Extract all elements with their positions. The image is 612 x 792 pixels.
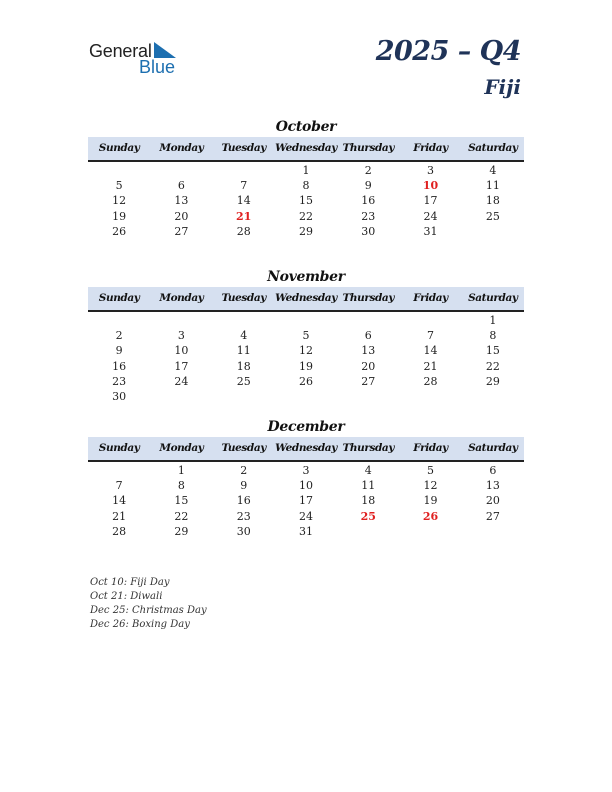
day-cell: 31: [423, 224, 438, 238]
day-cell: 27: [174, 224, 189, 238]
day-cell: 3: [427, 164, 435, 177]
holiday-item: Oct 10: Fiji Day: [90, 577, 170, 588]
day-cell: 11: [361, 479, 376, 493]
day-cell: 22: [485, 359, 500, 373]
weekday-label: Monday: [159, 292, 204, 304]
day-cell: 11: [236, 344, 251, 358]
weekday-label: Friday: [413, 142, 448, 154]
day-cell: 15: [174, 494, 189, 508]
day-cell: 1: [302, 164, 310, 177]
weekday-label: Tuesday: [221, 142, 266, 154]
empty-day-cell: [399, 313, 461, 328]
week-row: [88, 178, 524, 193]
empty-day-cell: [462, 224, 524, 239]
weekday-label: Saturday: [468, 142, 518, 154]
day-cell: 12: [423, 479, 438, 493]
month-name: November: [267, 269, 345, 285]
holiday-item: Oct 21: Diwali: [90, 591, 163, 602]
day-cell: 16: [361, 194, 376, 208]
day-cell: 1: [177, 464, 185, 477]
day-cell: 16: [236, 494, 251, 508]
week-row: [88, 163, 524, 178]
holiday-item: Dec 26: Boxing Day: [90, 619, 190, 630]
week-row: [88, 389, 524, 404]
day-cell: 26: [112, 224, 127, 238]
day-cell: 29: [174, 524, 189, 538]
weekday-label: Monday: [159, 442, 204, 454]
day-cell: 7: [115, 479, 123, 493]
week-row: [88, 493, 524, 508]
day-cell: 9: [115, 344, 123, 358]
empty-day-cell: [399, 389, 461, 404]
day-cell: 29: [298, 224, 313, 238]
weekday-label: Friday: [413, 442, 448, 454]
weekday-label: Sunday: [98, 142, 140, 154]
weekday-header-row: [88, 287, 524, 312]
weekday-header-row: [88, 437, 524, 462]
day-cell: 25: [485, 209, 500, 223]
day-cell: 10: [174, 344, 189, 358]
day-cell: 9: [364, 179, 372, 193]
week-row: [88, 374, 524, 389]
day-cell: 13: [361, 344, 376, 358]
day-cell: 9: [240, 479, 248, 493]
day-cell: 5: [115, 179, 123, 193]
month-calendar-october: [88, 117, 524, 239]
weekday-label: Sunday: [98, 442, 140, 454]
day-cell: 12: [298, 344, 313, 358]
empty-day-cell: [275, 389, 337, 404]
holiday-list: [90, 576, 207, 632]
empty-day-cell: [275, 313, 337, 328]
week-row: [88, 463, 524, 478]
day-cell: 2: [364, 164, 372, 177]
empty-day-cell: [150, 313, 212, 328]
empty-day-cell: [399, 524, 461, 539]
week-row: [88, 524, 524, 539]
day-cell: 17: [298, 494, 313, 508]
day-cell: 22: [298, 209, 313, 223]
weekday-label: Saturday: [468, 442, 518, 454]
empty-day-cell: [88, 313, 150, 328]
day-cell: 24: [423, 209, 438, 223]
day-cell: 23: [112, 374, 127, 388]
holiday-item: Dec 25: Christmas Day: [90, 605, 207, 616]
day-cell: 11: [485, 179, 500, 193]
day-cell: 18: [236, 359, 251, 373]
day-cell: 14: [423, 344, 438, 358]
day-cell: 10: [298, 479, 313, 493]
weekday-label: Wednesday: [275, 142, 337, 154]
day-cell: 21: [423, 359, 438, 373]
day-cell: 8: [489, 329, 497, 343]
day-cell: 13: [485, 479, 500, 493]
day-cell: 8: [177, 479, 185, 493]
day-cell: 30: [236, 524, 251, 538]
week-row: [88, 224, 524, 239]
holiday-day-cell: 21: [236, 209, 252, 223]
day-cell: 30: [361, 224, 376, 238]
day-cell: 27: [485, 509, 500, 523]
week-row: [88, 328, 524, 343]
empty-day-cell: [337, 313, 399, 328]
day-cell: 28: [236, 224, 251, 238]
day-cell: 19: [423, 494, 438, 508]
day-cell: 6: [177, 179, 185, 193]
day-cell: 31: [298, 524, 313, 538]
holiday-day-cell: 26: [422, 509, 439, 523]
day-cell: 2: [115, 329, 123, 343]
day-cell: 17: [174, 359, 189, 373]
weekday-label: Thursday: [342, 292, 395, 304]
day-cell: 22: [174, 509, 189, 523]
day-cell: 17: [423, 194, 438, 208]
weekday-label: Thursday: [342, 142, 395, 154]
week-row: [88, 478, 524, 493]
day-cell: 5: [302, 329, 310, 343]
month-calendar-december: [88, 417, 524, 539]
day-cell: 27: [361, 374, 376, 388]
day-cell: 19: [112, 209, 127, 223]
weekday-label: Saturday: [468, 292, 518, 304]
day-cell: 21: [112, 509, 127, 523]
week-row: [88, 343, 524, 358]
day-cell: 5: [427, 464, 435, 477]
empty-day-cell: [150, 389, 212, 404]
day-cell: 18: [361, 494, 376, 508]
week-row: [88, 313, 524, 328]
day-cell: 23: [236, 509, 251, 523]
day-cell: 14: [112, 494, 127, 508]
day-cell: 28: [423, 374, 438, 388]
empty-day-cell: [462, 524, 524, 539]
weekday-label: Wednesday: [275, 292, 337, 304]
day-cell: 4: [240, 329, 248, 343]
holiday-day-cell: 10: [422, 179, 439, 193]
day-cell: 8: [302, 179, 310, 193]
day-cell: 26: [298, 374, 313, 388]
country-name: Fiji: [484, 75, 521, 99]
week-row: [88, 193, 524, 208]
month-name: October: [275, 119, 337, 135]
empty-day-cell: [213, 163, 275, 178]
day-cell: 14: [236, 194, 251, 208]
day-cell: 20: [361, 359, 376, 373]
weekday-label: Tuesday: [221, 292, 266, 304]
day-cell: 29: [485, 374, 500, 388]
day-cell: 18: [485, 194, 500, 208]
day-cell: 1: [489, 314, 497, 327]
empty-day-cell: [150, 163, 212, 178]
weekday-label: Tuesday: [221, 442, 266, 454]
logo-triangle-icon: [154, 42, 176, 58]
day-cell: 16: [112, 359, 127, 373]
logo-word-blue: Blue: [139, 57, 176, 77]
empty-day-cell: [337, 524, 399, 539]
week-row: [88, 209, 524, 224]
day-cell: 4: [364, 464, 372, 477]
day-cell: 20: [485, 494, 500, 508]
day-cell: 15: [485, 344, 500, 358]
day-cell: 7: [427, 329, 435, 343]
weekday-label: Sunday: [98, 292, 140, 304]
weekday-label: Thursday: [342, 442, 395, 454]
empty-day-cell: [88, 463, 150, 478]
logo-word-general: General: [89, 41, 152, 61]
empty-day-cell: [213, 313, 275, 328]
empty-day-cell: [462, 389, 524, 404]
month-calendar-november: [88, 267, 524, 404]
day-cell: 28: [112, 524, 127, 538]
generalblue-logo: [89, 40, 189, 80]
weekday-label: Wednesday: [275, 442, 337, 454]
day-cell: 7: [240, 179, 248, 193]
day-cell: 25: [236, 374, 251, 388]
day-cell: 20: [174, 209, 189, 223]
empty-day-cell: [213, 389, 275, 404]
day-cell: 19: [298, 359, 313, 373]
page-title: 2025 – Q4: [375, 36, 521, 67]
day-cell: 3: [177, 329, 185, 343]
day-cell: 30: [112, 389, 127, 403]
empty-day-cell: [88, 163, 150, 178]
weekday-label: Monday: [159, 142, 204, 154]
holiday-day-cell: 25: [360, 509, 376, 523]
day-cell: 15: [298, 194, 313, 208]
week-row: [88, 509, 524, 524]
week-row: [88, 359, 524, 374]
weekday-label: Friday: [413, 292, 448, 304]
day-cell: 23: [361, 209, 376, 223]
day-cell: 6: [364, 329, 372, 343]
day-cell: 3: [302, 464, 310, 477]
day-cell: 24: [298, 509, 313, 523]
month-name: December: [267, 419, 345, 435]
day-cell: 6: [489, 464, 497, 477]
weekday-header-row: [88, 137, 524, 162]
day-cell: 2: [240, 464, 248, 477]
day-cell: 24: [174, 374, 189, 388]
day-cell: 4: [489, 164, 497, 177]
day-cell: 12: [112, 194, 127, 208]
empty-day-cell: [337, 389, 399, 404]
day-cell: 13: [174, 194, 189, 208]
